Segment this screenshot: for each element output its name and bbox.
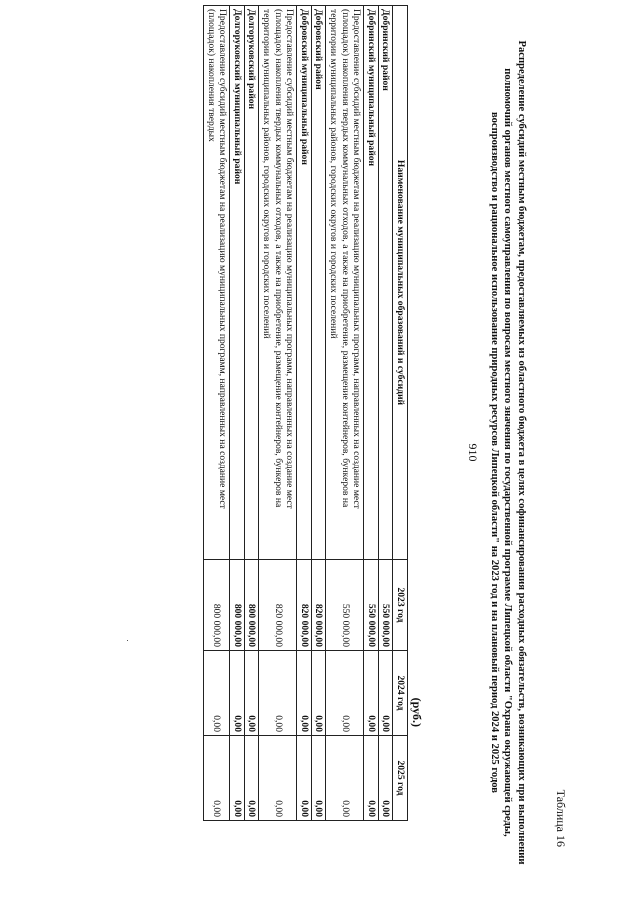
currency-unit: (руб.) [410, 697, 424, 727]
scan-speck-2 [127, 640, 128, 641]
value-2024-cell: 0,00 [204, 651, 230, 736]
row-name-cell: Добровский муниципальный район [297, 6, 312, 560]
table-row [364, 6, 379, 821]
value-2025-cell: 0,00 [244, 736, 259, 821]
value-2023-cell: 800 000,00 [230, 560, 245, 651]
value-2025-cell: 0,00 [378, 736, 393, 821]
value-2024-cell: 0,00 [378, 651, 393, 736]
value-2024-cell: 0,00 [297, 651, 312, 736]
header-2023: 2023 год [393, 560, 408, 651]
table-row [311, 6, 326, 821]
value-2025-cell: 0,00 [259, 736, 297, 821]
table-row [326, 6, 364, 821]
row-name-cell: Предоставление субсидий местным бюджетам на реализацию муниципальных программ, направленных на создание мест (площадок) накопления твердых [204, 6, 230, 560]
value-2023-cell: 820 000,00 [297, 560, 312, 651]
row-name-cell: Добринский муниципальный район [364, 6, 379, 560]
value-2023-cell: 800 000,00 [204, 560, 230, 651]
table-row [259, 6, 297, 821]
value-2024-cell: 0,00 [244, 651, 259, 736]
value-2024-cell: 0,00 [311, 651, 326, 736]
table-row [297, 6, 312, 821]
value-2024-cell: 0,00 [364, 651, 379, 736]
header-2025: 2025 год [393, 736, 408, 821]
value-2023-cell: 550 000,00 [378, 560, 393, 651]
row-name-cell: Добровский район [311, 6, 326, 560]
subsidy-table [203, 5, 408, 821]
header-name: Наименование муниципальных образований и субсидий [393, 6, 408, 560]
header-2024: 2024 год [393, 651, 408, 736]
table-row [378, 6, 393, 821]
value-2024-cell: 0,00 [326, 651, 364, 736]
value-2025-cell: 0,00 [297, 736, 312, 821]
value-2025-cell: 0,00 [311, 736, 326, 821]
value-2025-cell: 0,00 [364, 736, 379, 821]
value-2023-cell: 550 000,00 [364, 560, 379, 651]
value-2025-cell: 0,00 [204, 736, 230, 821]
value-2023-cell: 550 000,00 [326, 560, 364, 651]
row-name-cell: Долгоруковский район [244, 6, 259, 560]
value-2023-cell: 820 000,00 [311, 560, 326, 651]
value-2023-cell: 820 000,00 [259, 560, 297, 651]
value-2025-cell: 0,00 [230, 736, 245, 821]
table-row [204, 6, 230, 821]
row-name-cell: Предоставление субсидий местным бюджетам на реализацию муниципальных программ, направленных на создание мест (площадок) накопления твердых коммунальных отходов, а также на приобретение, размещение контейнеров, бункеров на территории муниципальных районов, городских округов и городских поселений [326, 6, 364, 560]
document-title: Распределение субсидий местным бюджетам, предоставляемых из областного бюджета в целях софинансирования расходных обязательств, возникающих при выполнении полномочий органов местного самоуправления по вопросам местного значения по государственной программе Липецкой области "Охрана окружающей среды, воспроизводство и рациональное использование природных ресурсов Липецкой области" на 2023 год и на плановый период 2024 и 2025 годов [488, 40, 527, 865]
row-name-cell: Добринский район [378, 6, 393, 560]
value-2025-cell: 0,00 [326, 736, 364, 821]
value-2024-cell: 0,00 [230, 651, 245, 736]
table-row [230, 6, 245, 821]
table-header-row [393, 6, 408, 821]
value-2023-cell: 800 000,00 [244, 560, 259, 651]
table-label: Таблица 16 [554, 789, 568, 847]
row-name-cell: Предоставление субсидий местным бюджетам на реализацию муниципальных программ, направленных на создание мест (площадок) накопления твердых коммунальных отходов, а также на приобретение, размещение контейнеров, бункеров на территории муниципальных районов, городских округов и городских поселений [259, 6, 297, 560]
page-number: 910 [466, 443, 480, 462]
value-2024-cell: 0,00 [259, 651, 297, 736]
table-row [244, 6, 259, 821]
row-name-cell: Долгоруковский муниципальный район [230, 6, 245, 560]
